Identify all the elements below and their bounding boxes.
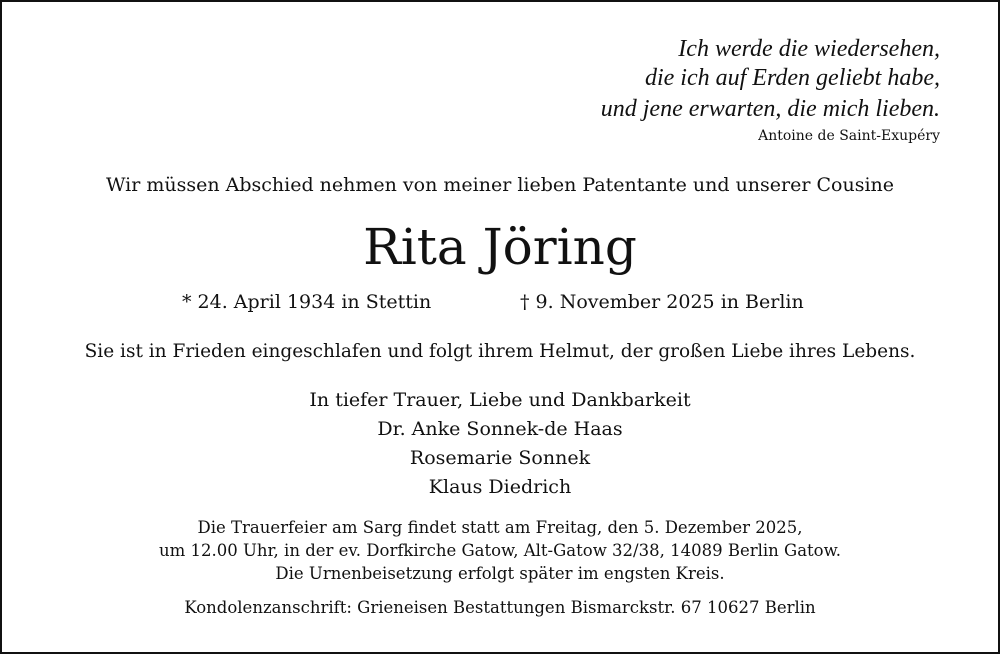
- ceremony-line: Die Urnenbeisetzung erfolgt später im engsten Kreis.: [275, 564, 725, 583]
- ceremony-line: um 12.00 Uhr, in der ev. Dorfkirche Gatow, Alt-Gatow 32/38, 14089 Berlin Gatow.: [158, 541, 842, 560]
- ceremony-line: Die Trauerfeier am Sarg findet statt am Freitag, den 5. Dezember 2025,: [197, 518, 803, 537]
- mourner-name: Rosemarie Sonnek: [409, 447, 591, 469]
- deceased-name: Rita Jöring: [363, 218, 637, 276]
- quote-line: die ich auf Erden geliebt habe,: [644, 65, 940, 91]
- intro-text: Wir müssen Abschied nehmen von meiner lieben Patentante und unserer Cousine: [105, 174, 895, 196]
- death-date: † 9. November 2025 in Berlin: [520, 291, 804, 313]
- mourner-name: Dr. Anke Sonnek-de Haas: [377, 418, 623, 440]
- quote-line: Ich werde die wiedersehen,: [678, 36, 940, 62]
- mourners-heading: In tiefer Trauer, Liebe und Dankbarkeit: [309, 389, 691, 411]
- birth-date: * 24. April 1934 in Stettin: [182, 291, 432, 313]
- mourner-name: Klaus Diedrich: [428, 476, 572, 498]
- statement-text: Sie ist in Frieden eingeschlafen und folgt ihrem Helmut, der großen Liebe ihres Lebens.: [84, 341, 916, 362]
- quote-line: und jene erwarten, die mich lieben.: [600, 96, 940, 122]
- condolence-address: Kondolenzanschrift: Grieneisen Bestattungen Bismarckstr. 67 10627 Berlin: [184, 598, 816, 617]
- quote-author: Antoine de Saint-Exupéry: [758, 128, 940, 144]
